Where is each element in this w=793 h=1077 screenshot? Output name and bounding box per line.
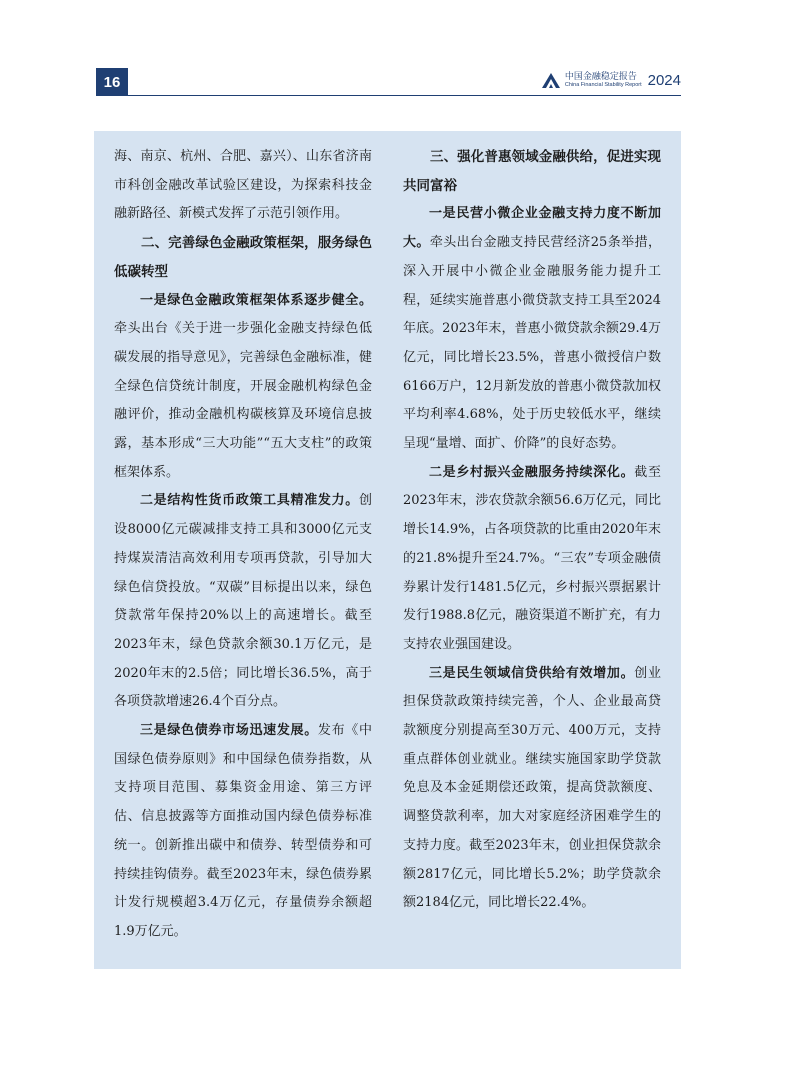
paragraph-small-business [403,200,661,458]
logo-title-cn: 中国金融稳定报告 [564,70,637,81]
paragraph-lead: 二是结构性货币政策工具精准发力。 [140,493,359,509]
paragraph-continuation: 海、南京、杭州、合肥、嘉兴）、山东省济南市科创金融改革试验区建设，为探索科技金融新路径、新模式发挥了示范引领作用。 [114,149,372,222]
logo-text [565,72,642,89]
paragraph-livelihood-credit [403,660,661,918]
mountain-logo-icon [541,70,561,90]
paragraph-lead: 三是绿色债券市场迅速发展。 [140,723,318,739]
paragraph-rural-revitalization [403,459,661,660]
paragraph-body: 创设8000亿元碳减排支持工具和3000亿元支持煤炭清洁高效利用专项再贷款，引导加大绿色信贷投放。“双碳”目标提出以来，绿色贷款常年保持20%以上的高速增长。截至2023年末，绿色贷款余额30.1万亿元，是2020年末的2.5倍；同比增长36.5%，高于各项贷款增速26.4个百分点。 [114,493,372,710]
paragraph-lead: 二是乡村振兴金融服务持续深化。 [429,464,635,480]
paragraph-lead: 一是民营小微企业金融支持力度不断加大。 [403,206,661,251]
page-number: 16 [96,68,128,96]
paragraph-lead: 一是绿色金融政策框架体系逐步健全。 [140,292,372,308]
content-panel [94,131,681,969]
paragraph-lead: 三是民生领域信贷供给有效增加。 [429,665,635,681]
left-column [114,143,372,947]
paragraph-body: 发布《中国绿色债券原则》和中国绿色债券指数，从支持项目范围、募集资金用途、第三方评估、信息披露等方面推动国内绿色债券标准统一。创新推出碳中和债券、转型债券和可持续挂钩债券。截至2023年末，绿色债券累计发行规模超3.4万亿元，存量债券余额超1.9万亿元。 [114,723,372,939]
section-heading-inclusive-finance: 三、强化普惠领域金融供给，促进实现共同富裕 [403,149,661,194]
paragraph-body: 创业担保贷款政策持续完善，个人、企业最高贷款额度分别提高至30万元、400万元，支持重点群体创业就业。继续实施国家助学贷款免息及本金延期偿还政策，提高贷款额度、调整贷款利率，加大对家庭经济困难学生的支持力度。截至2023年末，创业担保贷款余额2817亿元，同比增长5.2%；助学贷款余额2184亿元，同比增长22.4%。 [403,665,661,911]
right-column [403,143,661,918]
paragraph-body: 截至2023年末，涉农贷款余额56.6万亿元，同比增长14.9%，占各项贷款的比重由2020年末的21.8%提升至24.7%。“三农”专项金融债券累计发行1481.5亿元，乡村振兴票据累计发行1988.8亿元，融资渠道不断扩充，有力支持农业强国建设。 [403,464,661,652]
section-heading-green-finance: 二、完善绿色金融政策框架，服务绿色低碳转型 [114,235,372,280]
header-logo [541,70,681,90]
paragraph-body: 牵头出台金融支持民营经济25条举措，深入开展中小微企业金融服务能力提升工程，延续实施普惠小微贷款支持工具至2024年底。2023年末，普惠小微贷款余额29.4万亿元，同比增长23.5%，普惠小微授信户数6166万户，12月新发放的普惠小微贷款加权平均利率4.68%，处于历史较低水平，继续呈现“量增、面扩、价降”的良好态势。 [403,235,661,452]
paragraph-body: 牵头出台《关于进一步强化金融支持绿色低碳发展的指导意见》，完善绿色金融标准，健全绿色信贷统计制度，开展金融机构绿色金融评价，推动金融机构碳核算及环境信息披露，基本形成“三大功能”“五大支柱”的政策框架体系。 [114,321,372,480]
header-rule [128,95,681,96]
paragraph-policy-framework [114,287,372,488]
paragraph-monetary-tools [114,487,372,717]
paragraph-green-bonds [114,717,372,947]
logo-year: 2024 [647,71,681,89]
logo-title-en: China Financial Stability Report [564,81,642,88]
